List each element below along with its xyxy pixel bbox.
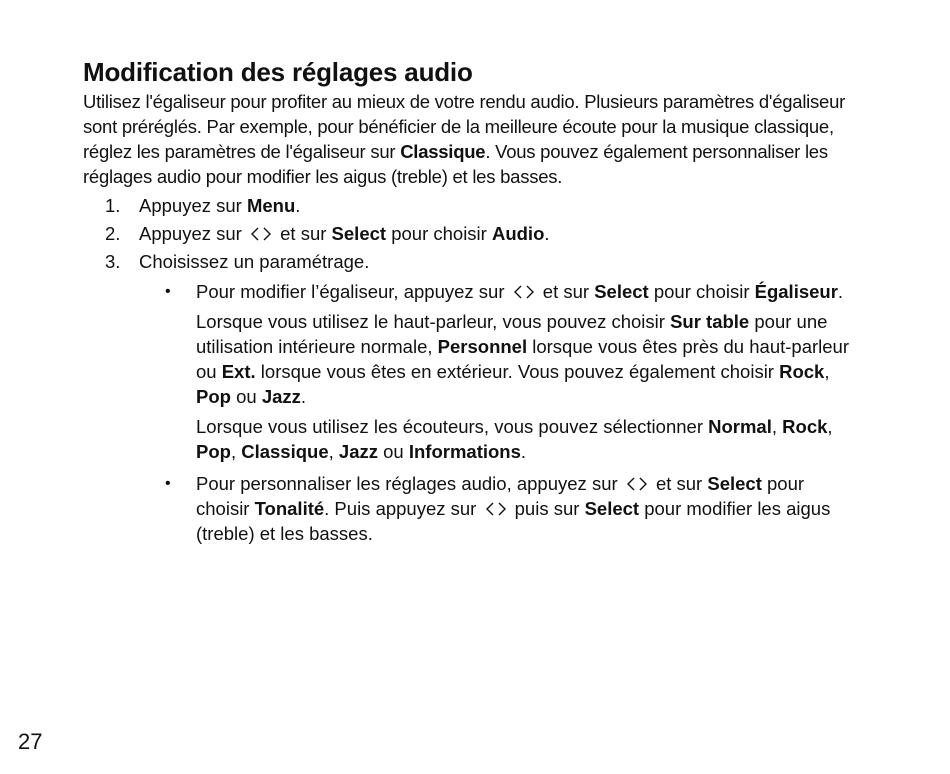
intro-text-1: Utilisez l'égaliseur pour profiter au mieux de votre rendu audio. Plusieurs paramètres d'égaliseur sont préréglés. Par exemple, pour bénéficier de la meilleure écoute pour la musique classique, réglez les paramètres de l'égaliseur sur <box>83 91 846 162</box>
step-item-2 <box>83 221 853 246</box>
sub-bold: Informations <box>408 441 521 462</box>
sub-bold: Rock <box>779 361 825 382</box>
step-number: 3. <box>105 251 121 272</box>
bullet-text: pour choisir <box>196 473 805 519</box>
page-number: 27 <box>18 729 43 754</box>
bullet-dot: • <box>165 283 171 300</box>
sub-text: , <box>230 441 242 462</box>
bullet-text: . <box>837 281 844 302</box>
sub-text: , <box>328 441 339 462</box>
sub-bold: Pop <box>196 441 231 462</box>
sub-text: , <box>827 416 833 437</box>
bullet-text: et sur <box>655 473 708 494</box>
bullet-text: et sur <box>542 281 595 302</box>
intro-bold-1: Classique <box>400 141 486 162</box>
sub-text: ou <box>230 386 262 407</box>
step-item-1 <box>83 193 853 218</box>
step-text: Appuyez sur <box>139 195 247 216</box>
bullet-text: Pour modifier l’égaliseur, appuyez sur <box>196 281 505 302</box>
sub-bold: Jazz <box>261 386 301 407</box>
step-number: 2. <box>105 223 121 244</box>
bullet-text: puis sur <box>514 498 585 519</box>
left-right-arrows-icon <box>512 284 536 300</box>
step-bold: Audio <box>491 223 545 244</box>
sub-text: . <box>520 441 527 462</box>
left-right-arrows-icon <box>249 226 273 242</box>
step-text: . <box>544 223 550 244</box>
bullet-item-2 <box>139 471 853 546</box>
step-text: pour choisir <box>386 223 492 244</box>
sub-bold: Rock <box>782 416 828 437</box>
step-text: . <box>295 195 301 216</box>
bullet-bold: Tonalité <box>254 498 325 519</box>
sub-bold: Classique <box>241 441 329 462</box>
headphone-options-paragraph <box>196 414 853 464</box>
section-title: Modification des réglages audio <box>83 57 473 87</box>
steps-list <box>83 193 853 546</box>
intro-paragraph <box>83 89 853 189</box>
bullet-bold: Select <box>594 281 649 302</box>
document-page <box>83 55 853 553</box>
sub-bold: Normal <box>708 416 772 437</box>
step-text: Choisissez un paramétrage. <box>139 251 370 272</box>
sub-text: lorsque vous êtes près du haut-parleur ou <box>196 336 849 382</box>
sub-bold: Ext. <box>221 361 256 382</box>
step-bold: Menu <box>246 195 296 216</box>
bullet-text: Pour personnaliser les réglages audio, appuyez sur <box>196 473 618 494</box>
sub-bold: Pop <box>196 386 231 407</box>
sub-bold: Jazz <box>338 441 378 462</box>
bullet-text: . Puis appuyez sur <box>324 498 477 519</box>
sub-text: lorsque vous êtes en extérieur. Vous pouvez également choisir <box>255 361 780 382</box>
bullet-text: pour modifier les aigus (treble) et les basses. <box>196 498 831 544</box>
step-bold: Select <box>331 223 387 244</box>
left-right-arrows-icon <box>484 501 508 517</box>
step-text: et sur <box>280 223 332 244</box>
sub-bold: Personnel <box>437 336 528 357</box>
step-number: 1. <box>105 195 121 216</box>
bullet-text: pour choisir <box>648 281 755 302</box>
bullets-list <box>139 279 853 546</box>
left-right-arrows-icon <box>625 476 649 492</box>
sub-text: Lorsque vous utilisez les écouteurs, vous pouvez sélectionner <box>196 416 709 437</box>
step-text: Appuyez sur <box>139 223 242 244</box>
sub-text: pour une utilisation intérieure normale, <box>196 311 828 357</box>
sub-text: , <box>771 416 783 437</box>
bullet-bold: Select <box>584 498 640 519</box>
intro-text-2: . Vous pouvez également personnaliser les réglages audio pour modifier les aigus (treble) et les basses. <box>83 141 828 187</box>
step-item-3 <box>83 249 853 546</box>
sub-text: ou <box>378 441 409 462</box>
bullet-bold: Select <box>707 473 762 494</box>
sub-text: Lorsque vous utilisez le haut-parleur, vous pouvez choisir <box>196 311 671 332</box>
speaker-options-paragraph <box>196 309 853 409</box>
bullet-bold: Égaliseur <box>754 281 838 302</box>
sub-bold: Sur table <box>670 311 750 332</box>
bullet-item-1 <box>139 279 853 464</box>
bullet-dot: • <box>165 475 171 492</box>
sub-text: , <box>824 361 830 382</box>
sub-text: . <box>300 386 307 407</box>
